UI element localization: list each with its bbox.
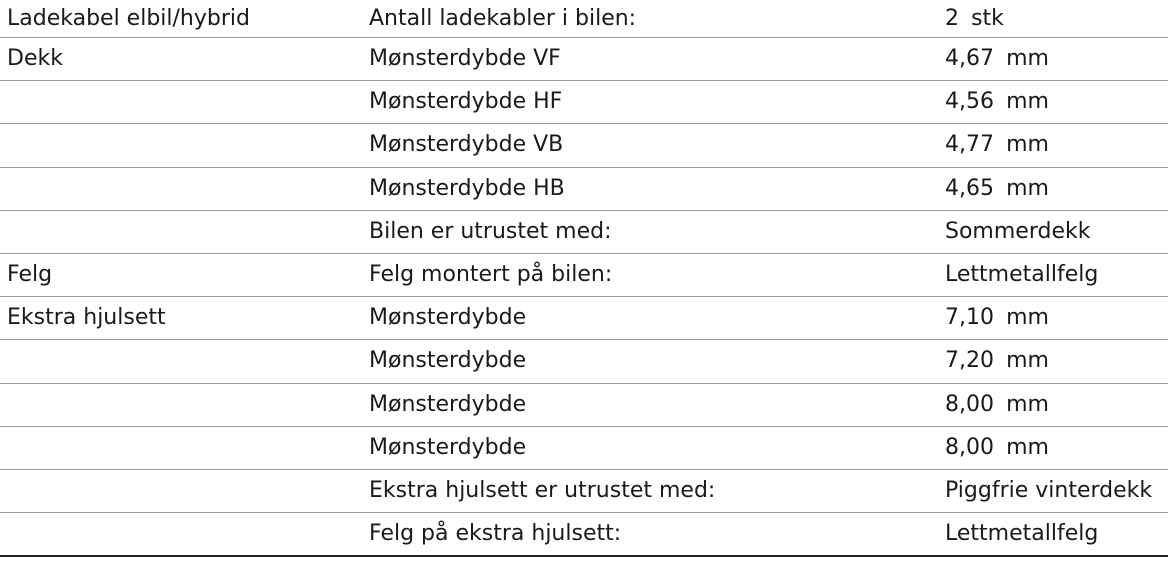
label-cell: Ekstra hjulsett er utrustet med: [361,469,935,512]
label-cell: Felg montert på bilen: [361,253,935,296]
section-cell: Dekk [0,38,361,81]
section-cell [0,340,361,383]
value-cell [935,81,1168,124]
label-cell: Mønsterdybde HB [361,167,935,210]
section-cell: Ekstra hjulsett [0,297,361,340]
label-cell: Mønsterdybde [361,340,935,383]
value-text: 4,77 [945,132,994,158]
spec-row [0,426,1168,469]
unit-text: stk [971,5,1004,31]
section-cell [0,124,361,167]
spec-row [0,469,1168,512]
spec-row [0,210,1168,253]
spec-row [0,297,1168,340]
unit-text: mm [1006,305,1049,331]
unit-text: mm [1006,175,1049,201]
unit-text: mm [1006,391,1049,417]
unit-text: mm [1006,46,1049,72]
value-cell [935,340,1168,383]
spec-row [0,81,1168,124]
value-cell [935,297,1168,340]
section-cell [0,383,361,426]
value-text: 4,56 [945,89,994,115]
spec-row [0,253,1168,296]
value-cell [935,383,1168,426]
value-cell [935,38,1168,81]
section-cell [0,469,361,512]
spec-row [0,38,1168,81]
value-cell [935,469,1168,512]
spec-row [0,383,1168,426]
unit-text: mm [1006,434,1049,460]
section-cell [0,426,361,469]
value-text: 8,00 [945,391,994,417]
spec-row [0,167,1168,210]
spec-row [0,340,1168,383]
value-text: 4,67 [945,46,994,72]
label-cell: Antall ladekabler i bilen: [361,0,935,38]
spec-row [0,513,1168,557]
value-cell [935,513,1168,557]
label-cell: Mønsterdybde [361,426,935,469]
value-text: Lettmetallfelg [945,521,1099,547]
label-cell: Mønsterdybde HF [361,81,935,124]
label-cell: Mønsterdybde [361,383,935,426]
value-text: Piggfrie vinterdekk [945,477,1153,503]
section-cell [0,513,361,557]
value-text: Lettmetallfelg [945,262,1099,288]
label-cell: Bilen er utrustet med: [361,210,935,253]
value-text: 7,20 [945,348,994,374]
value-text: 2 [945,5,959,31]
label-cell: Felg på ekstra hjulsett: [361,513,935,557]
spec-row [0,0,1168,38]
value-cell [935,210,1168,253]
label-cell: Mønsterdybde [361,297,935,340]
value-cell [935,0,1168,38]
section-cell [0,81,361,124]
value-cell [935,253,1168,296]
value-text: Sommerdekk [945,218,1091,244]
section-cell: Felg [0,253,361,296]
value-cell [935,124,1168,167]
section-cell [0,167,361,210]
section-cell: Ladekabel elbil/hybrid [0,0,361,38]
label-cell: Mønsterdybde VB [361,124,935,167]
value-text: 4,65 [945,175,994,201]
unit-text: mm [1006,89,1049,115]
value-cell [935,426,1168,469]
label-cell: Mønsterdybde VF [361,38,935,81]
value-cell [935,167,1168,210]
value-text: 8,00 [945,434,994,460]
unit-text: mm [1006,348,1049,374]
spec-row [0,124,1168,167]
value-text: 7,10 [945,305,994,331]
unit-text: mm [1006,132,1049,158]
section-cell [0,210,361,253]
